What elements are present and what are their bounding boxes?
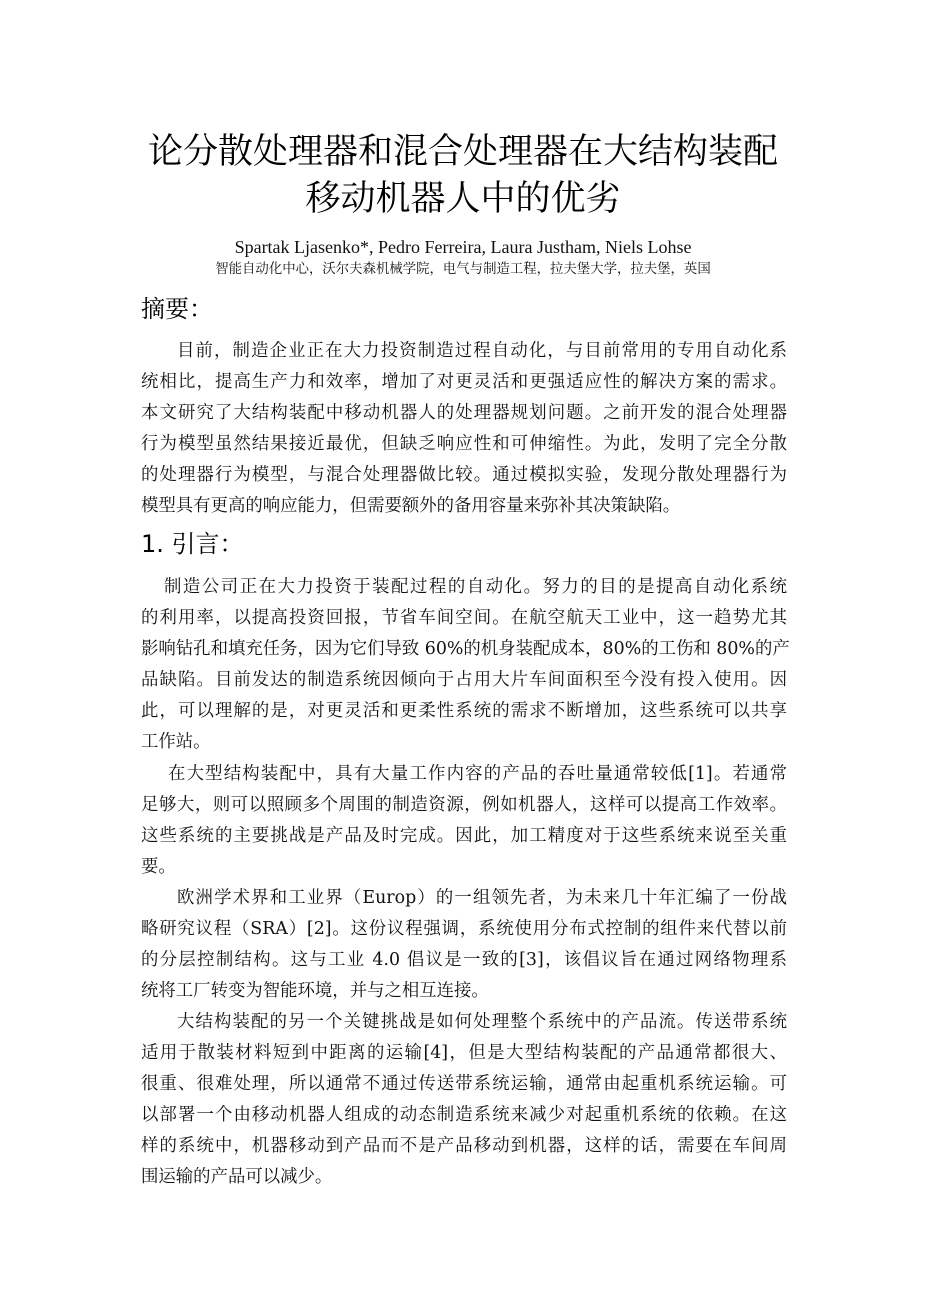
intro-line: 很重、很难处理，所以通常不通过传送带系统运输，通常由起重机系统运输。可 xyxy=(141,1074,787,1094)
intro-line: 略研究议程（SRA）[2]。这份议程强调，系统使用分布式控制的组件来代替以前 xyxy=(141,919,787,939)
intro-line: 以部署一个由移动机器人组成的动态制造系统来减少对起重机系统的依赖。在这 xyxy=(141,1105,787,1125)
intro-line: 工作站。 xyxy=(141,732,211,752)
intro-line: 样的系统中，机器移动到产品而不是产品移动到机器，这样的话，需要在车间周 xyxy=(141,1136,787,1156)
intro-line: 适用于散装材料短到中距离的运输[4]，但是大型结构装配的产品通常都很大、 xyxy=(141,1043,787,1063)
abstract-line: 统相比，提高生产力和效率，增加了对更灵活和更强适应性的解决方案的需求。 xyxy=(141,372,787,392)
intro-line: 要。 xyxy=(141,857,176,877)
paper-title-line-1: 论分散处理器和混合处理器在大结构装配 xyxy=(147,132,778,172)
author-affiliation: 智能自动化中心，沃尔夫森机械学院，电气与制造工程，拉夫堡大学，拉夫堡，英国 xyxy=(215,262,711,277)
abstract-heading: 摘要： xyxy=(141,295,213,323)
author-list: Spartak Ljasenko*, Pedro Ferreira, Laura Justham, Niels Lohse xyxy=(234,237,692,257)
intro-line: 此，可以理解的是，对更灵活和更柔性系统的需求不断增加，这些系统可以共享 xyxy=(141,701,787,721)
intro-line: 在大型结构装配中，具有大量工作内容的产品的吞吐量通常较低[1]。若通常 xyxy=(168,764,787,784)
intro-line: 制造公司正在大力投资于装配过程的自动化。努力的目的是提高自动化系统 xyxy=(164,577,787,597)
abstract-line: 的处理器行为模型，与混合处理器做比较。通过模拟实验，发现分散处理器行为 xyxy=(141,465,787,485)
intro-line: 大结构装配的另一个关键挑战是如何处理整个系统中的产品流。传送带系统 xyxy=(177,1012,787,1032)
paper-title-line-2: 移动机器人中的优劣 xyxy=(305,179,621,219)
intro-line: 足够大，则可以照顾多个周围的制造资源，例如机器人，这样可以提高工作效率。 xyxy=(141,795,787,815)
intro-line: 这些系统的主要挑战是产品及时完成。因此，加工精度对于这些系统来说至关重 xyxy=(141,826,787,846)
intro-line: 的分层控制结构。这与工业 4.0 倡议是一致的[3]，该倡议旨在通过网络物理系 xyxy=(141,950,787,970)
intro-heading: 1. 引言： xyxy=(141,530,244,558)
intro-line: 的利用率，以提高投资回报，节省车间空间。在航空航天工业中，这一趋势尤其 xyxy=(141,608,787,628)
intro-line: 欧洲学术界和工业界（Europ）的一组领先者，为未来几十年汇编了一份战 xyxy=(177,888,787,908)
intro-line: 统将工厂转变为智能环境，并与之相互连接。 xyxy=(141,981,489,1001)
intro-line: 品缺陷。目前发达的制造系统因倾向于占用大片车间面积至今没有投入使用。因 xyxy=(141,670,787,690)
intro-line: 围运输的产品可以减少。 xyxy=(141,1167,333,1187)
abstract-line: 行为模型虽然结果接近最优，但缺乏响应性和可伸缩性。为此，发明了完全分散 xyxy=(141,434,787,454)
abstract-line: 模型具有更高的响应能力，但需要额外的备用容量来弥补其决策缺陷。 xyxy=(141,496,681,516)
abstract-line: 目前，制造企业正在大力投资制造过程自动化，与目前常用的专用自动化系 xyxy=(177,341,787,361)
abstract-line: 本文研究了大结构装配中移动机器人的处理器规划问题。之前开发的混合处理器 xyxy=(141,403,787,423)
intro-line: 影响钻孔和填充任务，因为它们导致 60%的机身装配成本，80%的工伤和 80%的产 xyxy=(141,639,790,659)
